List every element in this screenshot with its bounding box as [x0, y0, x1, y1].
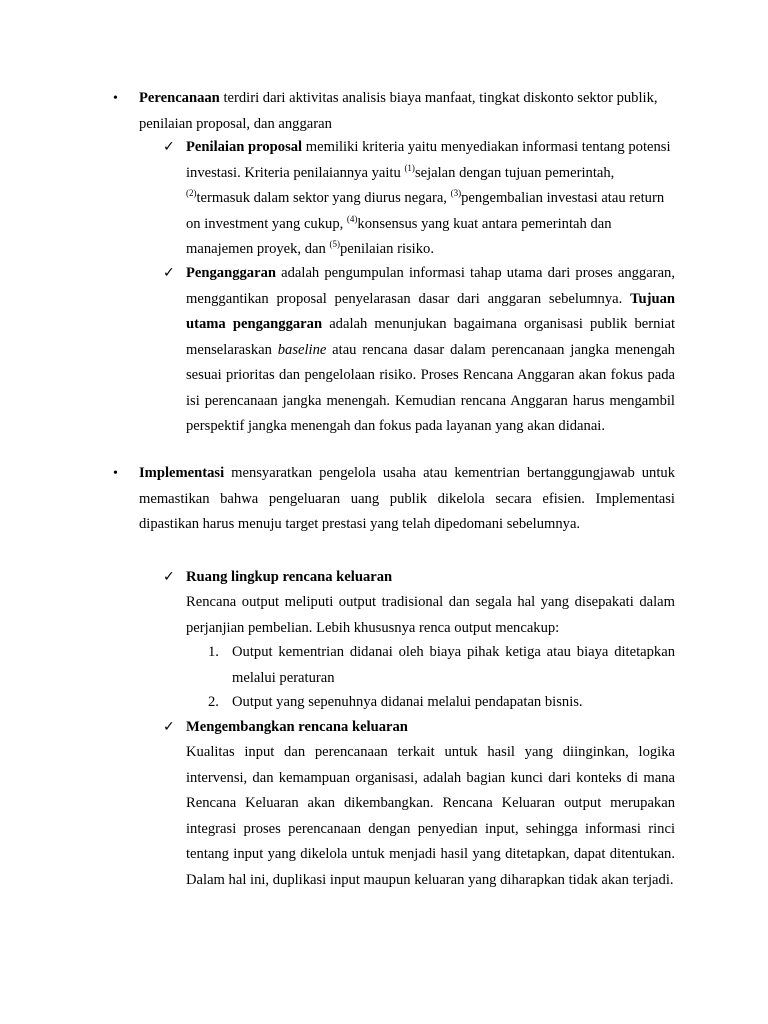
bullet-icon: • [113, 91, 118, 106]
footnote-4: (4) [346, 213, 358, 224]
footnote-2: (2) [186, 188, 197, 198]
list-item [208, 640, 675, 691]
list-number: 1. [208, 644, 219, 660]
term-implementasi: Implementasi [139, 465, 225, 481]
mengembangkan-paragraph: Kualitas input dan perencanaan terkait untuk hasil yang diinginkan, logika intervensi, dan kemampuan organisasi, adalah bagian kunci dari konteks di mana Rencana Keluaran akan dikembangkan. Rencana Keluaran output merupakan integrasi proses perencanaan dengan penyedian input, sehingga informasi rinci tentang input yang dikelola untuk menjadi hasil yang ditetapkan, dapat ditentukan. Dalam hal ini, duplikasi input maupun keluaran yang diharapkan tidak akan terjadi. [186, 744, 675, 888]
term-penilaian-proposal: Penilaian proposal [186, 139, 303, 155]
term-penganggaran: Penganggaran [186, 265, 276, 281]
perencanaan-text: terdiri dari aktivitas analisis biaya manfaat, tingkat diskonto sektor publik, penilaian proposal, dan anggaran [139, 90, 658, 132]
implementasi-text: mensyaratkan pengelola usaha atau kementrian bertanggungjawab untuk memastikan bahwa pengeluaran uang publik dikelola secara efisien. Implementasi dipastikan harus menuju target prestasi yang telah dipedomani sebelumnya. [139, 465, 675, 532]
ruang-lingkup-paragraph: Rencana output meliputi output tradisional dan segala hal yang disepakati dalam perjanjian pembelian. Lebih khususnya renca output mencakup: [186, 594, 675, 636]
penilaian-text-d: pengembalian investasi atau return on investment yang cukup, [186, 190, 665, 232]
check-ruang-lingkup [163, 565, 675, 591]
term-baseline: baseline [277, 341, 327, 358]
penganggaran-text-a: adalah pengumpulan informasi tahap utama dari proses anggaran, menggantikan proposal penyelarasan dasar dari anggaran sebelumnya. [186, 265, 675, 307]
footnote-3: (3) [450, 188, 462, 198]
bullet-perencanaan [113, 86, 675, 137]
penganggaran-text-b: adalah menunjukan bagaimana organisasi publik berniat menselaraskan [186, 316, 675, 358]
heading-mengembangkan: Mengembangkan rencana keluaran [186, 719, 408, 735]
penilaian-text-a: memiliki kriteria yaitu menyediakan informasi tentang potensi investasi. Kriteria penilaiannya yaitu [186, 139, 671, 181]
checkmark-icon: ✓ [163, 719, 175, 735]
penilaian-text-e: konsensus yang kuat antara pemerintah dan manajemen proyek, dan [186, 215, 612, 257]
check-penilaian-proposal [163, 135, 675, 263]
footnote-1: (1) [404, 162, 415, 173]
bullet-icon: • [113, 466, 118, 481]
check-penganggaran [163, 261, 675, 440]
checkmark-icon: ✓ [163, 139, 175, 155]
checkmark-icon: ✓ [163, 265, 175, 281]
list-item [208, 690, 675, 716]
penilaian-text-f: penilaian risiko. [339, 241, 434, 257]
checkmark-icon: ✓ [163, 569, 175, 585]
list-number: 2. [208, 694, 219, 710]
check-mengembangkan [163, 715, 675, 741]
penilaian-text-c: termasuk dalam sektor yang diurus negara, [196, 190, 451, 206]
footnote-5: (5) [329, 239, 340, 249]
list-item-text: Output yang sepenuhnya didanai melalui pendapatan bisnis. [232, 694, 583, 710]
term-tujuan-utama: Tujuan utama penganggaran [186, 290, 675, 332]
heading-ruang-lingkup: Ruang lingkup rencana keluaran [186, 569, 393, 585]
term-perencanaan: Perencanaan [139, 90, 220, 106]
penilaian-text-b: sejalan dengan tujuan pemerintah, [414, 164, 615, 181]
list-item-text: Output kementrian didanai oleh biaya pihak ketiga atau biaya ditetapkan melalui peraturan [232, 644, 675, 686]
bullet-implementasi [113, 461, 675, 538]
penganggaran-text-c: atau rencana dasar dalam perencanaan jangka menengah sesuai prioritas dan pengelolaan risiko. Proses Rencana Anggaran akan fokus pada isi perencanaan jangka menengah. Kemudian rencana Anggaran harus mengambil perspektif jangka menengah dan fokus pada layanan yang akan didanai. [186, 341, 675, 434]
